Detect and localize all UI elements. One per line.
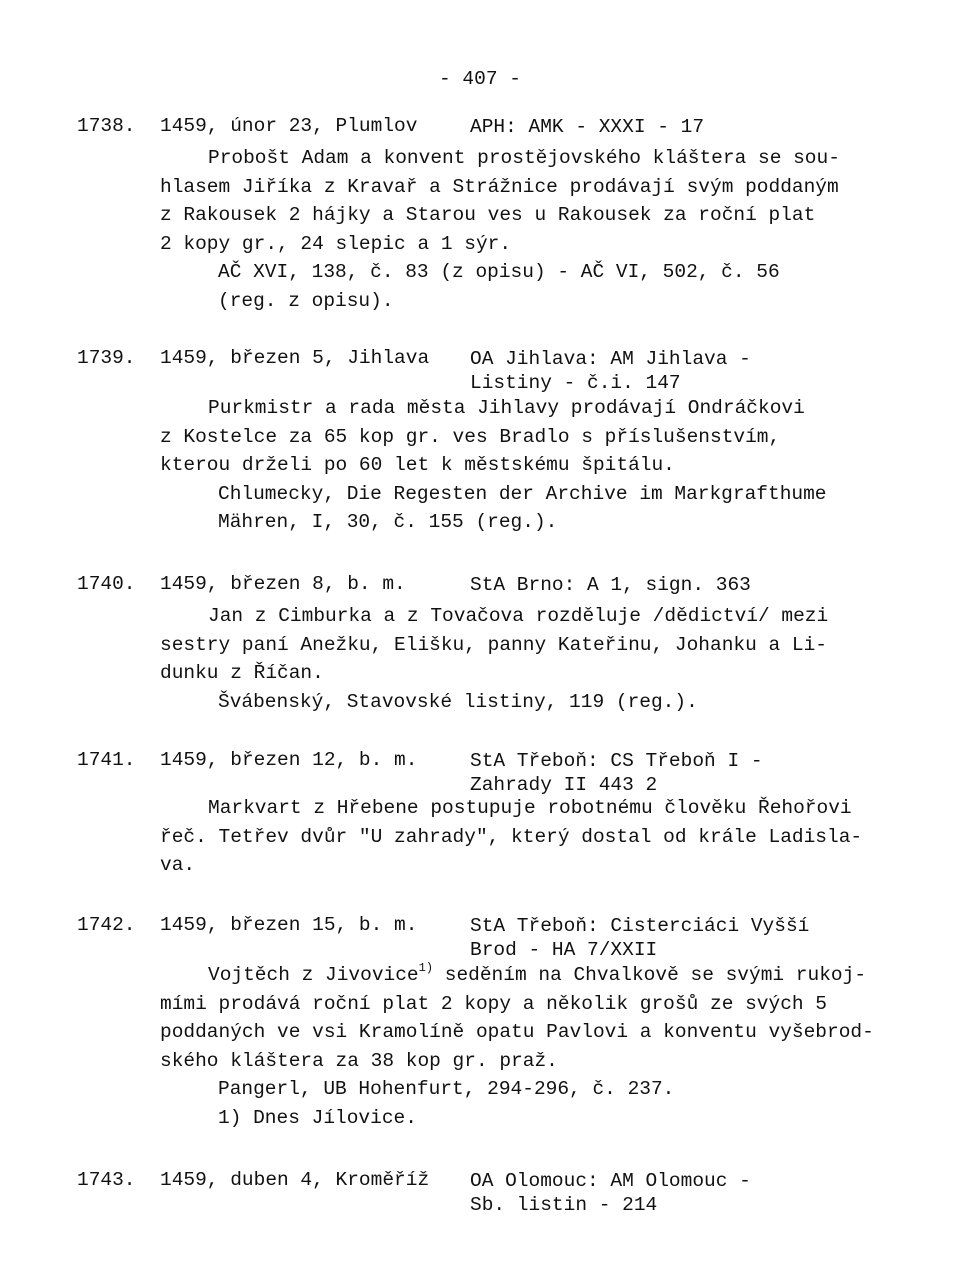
entry-archive-signature [470, 115, 910, 139]
text-line: 2 kopy gr., 24 slepic a 1 sýr. [160, 232, 512, 255]
entry-text [160, 794, 880, 880]
entry-archive-signature [470, 573, 910, 597]
text-line: z Rakousek 2 hájky a Starou ves u Rakousek za roční plat [160, 204, 816, 226]
entry-number: 1741. [77, 749, 136, 771]
text-line: z Kostelce za 65 kop gr. ves Bradlo s příslušenstvím, [160, 425, 781, 448]
text-line: ského kláštera za 38 kop gr. praž. [160, 1049, 558, 1072]
entry-number: 1739. [77, 347, 136, 369]
entry-archive-signature [470, 347, 910, 395]
entry-text [160, 394, 880, 537]
entry-number: 1743. [77, 1169, 136, 1191]
archive-line: StA Brno: A 1, sign. 363 [470, 574, 751, 596]
text-line: Markvart z Hřebene postupuje robotnému člověku Řehořovi [208, 797, 852, 819]
archive-line: APH: AMK - XXXI - 17 [470, 116, 705, 138]
text-line: dunku z Říčan. [160, 662, 324, 684]
entry-archive-signature [470, 1169, 910, 1217]
reference-line: Mähren, I, 30, č. 155 (reg.). [218, 511, 558, 533]
entry-text [160, 602, 880, 716]
text-line-with-footnote [160, 961, 880, 990]
text-line: Jan z Cimburka a z Tovačova rozděluje /dědictví/ mezi [208, 605, 829, 627]
archive-line: Brod - HA 7/XXII [470, 939, 658, 961]
text-line: poddaných ve vsi Kramolíně opatu Pavlovi a konventu vyšebrod- [160, 1021, 874, 1043]
text-fragment: seděním na Chvalkově se svými rukoj- [433, 964, 867, 986]
entry-date-place: 1459, duben 4, Kroměříž [160, 1169, 430, 1191]
archive-line: StA Třeboň: CS Třeboň I - [470, 750, 763, 772]
entry-text [160, 144, 880, 315]
text-line: Purkmistr a rada města Jihlavy prodávají Ondráčkovi [208, 397, 805, 419]
archive-line: Sb. listin - 214 [470, 1194, 658, 1216]
entry-date-place: 1459, březen 5, Jihlava [160, 347, 430, 369]
text-line: hlasem Jiříka z Kravař a Strážnice prodávají svým poddaným [160, 175, 839, 198]
archive-line: Zahrady II 443 2 [470, 774, 658, 796]
entry-date-place: 1459, březen 15, b. m. [160, 914, 418, 936]
page-number: - 407 - [439, 68, 521, 90]
entry-date-place: 1459, březen 12, b. m. [160, 749, 418, 771]
text-line: va. [160, 854, 196, 876]
reference-line: Švábenský, Stavovské listiny, 119 (reg.). [218, 690, 698, 713]
entry-number: 1738. [77, 115, 136, 137]
text-line: mími prodává roční plat 2 kopy a několik grošů ze svých 5 [160, 992, 828, 1015]
text-line: kterou drželi po 60 let k městskému špitálu. [160, 454, 675, 476]
entry-date-place: 1459, březen 8, b. m. [160, 573, 406, 595]
archive-line: StA Třeboň: Cisterciáci Vyšší [470, 915, 810, 937]
reference-line: Pangerl, UB Hohenfurt, 294-296, č. 237. [218, 1078, 675, 1100]
entry-date-place: 1459, únor 23, Plumlov [160, 115, 418, 137]
text-line: Probošt Adam a konvent prostějovského kláštera se sou- [208, 147, 840, 169]
entry-number: 1742. [77, 914, 136, 936]
text-fragment: Vojtěch z Jivovice [208, 964, 419, 986]
entry-text [160, 961, 880, 1132]
text-line: řeč. Tetřev dvůr "U zahrady", který dostal od krále Ladisla- [160, 825, 863, 848]
archive-line: OA Olomouc: AM Olomouc - [470, 1170, 751, 1192]
archive-line: OA Jihlava: AM Jihlava - [470, 348, 751, 370]
reference-line: Chlumecky, Die Regesten der Archive im Markgrafthume [218, 482, 827, 505]
archive-line: Listiny - č.i. 147 [470, 372, 681, 394]
text-line: sestry paní Anežku, Elišku, panny Kateřinu, Johanku a Li- [160, 633, 828, 656]
entry-archive-signature [470, 749, 910, 797]
entry-number: 1740. [77, 573, 136, 595]
reference-line: (reg. z opisu). [218, 289, 394, 312]
reference-line: AČ XVI, 138, č. 83 (z opisu) - AČ VI, 502, č. 56 [218, 261, 780, 283]
footnote-text: 1) Dnes Jílovice. [218, 1106, 417, 1129]
footnote-marker: 1) [418, 961, 434, 975]
entry-archive-signature [470, 914, 910, 962]
